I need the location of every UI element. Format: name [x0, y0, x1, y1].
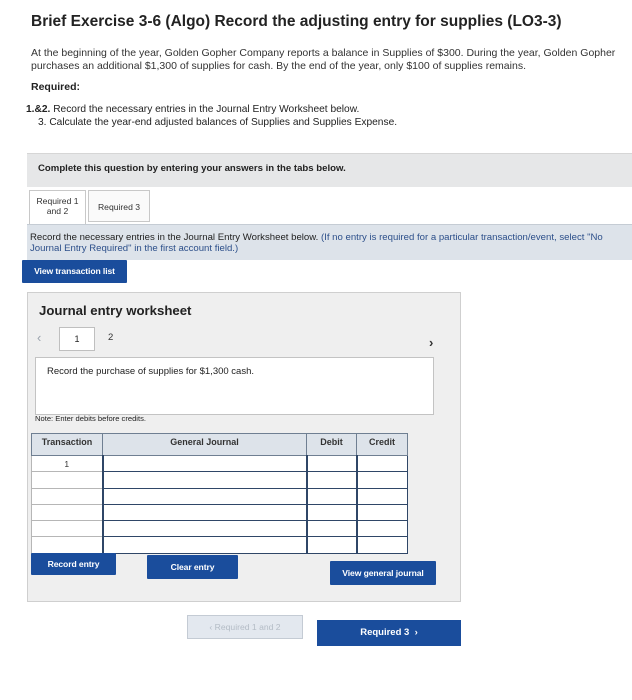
transaction-cell — [32, 521, 103, 537]
view-transaction-list-button[interactable]: View transaction list — [22, 260, 127, 283]
worksheet-page-2[interactable]: 2 — [108, 332, 114, 343]
debit-input[interactable] — [307, 521, 357, 537]
debit-input[interactable] — [307, 504, 357, 520]
tab-required-1-and-2[interactable] — [29, 190, 86, 224]
credit-input[interactable] — [357, 456, 408, 472]
credit-input[interactable] — [357, 504, 408, 520]
tab-required-3[interactable]: Required 3 — [88, 190, 150, 222]
tab-required-1-and-2-line1: Required 1 — [36, 196, 79, 206]
requirement-3: 3. Calculate the year-end adjusted balances of Supplies and Supplies Expense. — [38, 117, 398, 128]
transaction-cell — [32, 537, 103, 553]
column-credit: Credit — [357, 434, 408, 456]
column-general-journal: General Journal — [103, 434, 307, 456]
credit-input[interactable] — [357, 472, 408, 488]
next-required-button[interactable] — [317, 620, 461, 646]
journal-entry-table — [31, 433, 408, 554]
complete-question-text: Complete this question by entering your answers in the tabs below. — [38, 163, 346, 174]
page-title: Brief Exercise 3-6 (Algo) Record the adjusting entry for supplies (LO3-3) — [31, 13, 562, 30]
transaction-number: 1 — [32, 456, 103, 472]
view-general-journal-button[interactable]: View general journal — [330, 561, 436, 585]
worksheet-title: Journal entry worksheet — [39, 303, 192, 318]
credit-input[interactable] — [357, 488, 408, 504]
account-select[interactable] — [103, 456, 307, 472]
table-row — [32, 456, 408, 472]
table-row — [32, 488, 408, 504]
worksheet-page-1[interactable]: 1 — [59, 327, 95, 351]
account-select[interactable] — [103, 537, 307, 553]
account-select[interactable] — [103, 488, 307, 504]
transaction-description: Record the purchase of supplies for $1,300 cash. — [47, 366, 255, 377]
credit-input[interactable] — [357, 537, 408, 553]
debit-input[interactable] — [307, 537, 357, 553]
table-row — [32, 521, 408, 537]
column-transaction: Transaction — [32, 434, 103, 456]
debit-input[interactable] — [307, 488, 357, 504]
instructions-box — [27, 224, 632, 260]
complete-question-bar — [27, 153, 632, 187]
account-select[interactable] — [103, 521, 307, 537]
credit-input[interactable] — [357, 521, 408, 537]
instructions-main: Record the necessary entries in the Journal Entry Worksheet below. — [30, 232, 321, 243]
previous-required-button — [187, 615, 303, 639]
chevron-left-icon[interactable]: ‹ — [37, 330, 42, 345]
table-row — [32, 504, 408, 520]
chevron-right-icon: › — [411, 627, 418, 638]
clear-entry-button[interactable]: Clear entry — [147, 555, 238, 579]
debit-input[interactable] — [307, 456, 357, 472]
chevron-left-icon: ‹ — [209, 622, 213, 632]
next-required-label: Required 3 — [360, 627, 410, 638]
table-row — [32, 472, 408, 488]
chevron-right-icon[interactable]: › — [429, 335, 434, 350]
requirement-1-2 — [26, 104, 359, 115]
requirement-1-2-number: 1.&2. — [26, 104, 51, 115]
transaction-cell — [32, 488, 103, 504]
problem-intro: At the beginning of the year, Golden Gopher Company reports a balance in Supplies of $300. During the year, Golden Gopher purchases an additional $1,300 of supplies for cash. By the end of the year, only $100 of supplies remains. — [31, 47, 616, 72]
record-entry-button[interactable]: Record entry — [31, 553, 116, 575]
account-select[interactable] — [103, 472, 307, 488]
instructions-note: (If no entry is required for a particular transaction/event, select "No Journal Entry Required" in the first account field.) — [30, 232, 603, 254]
table-header-row — [32, 434, 408, 456]
transaction-description-box — [35, 357, 434, 415]
requirement-1-2-text: Record the necessary entries in the Journal Entry Worksheet below. — [50, 104, 360, 115]
tab-required-1-and-2-line2: and 2 — [46, 206, 69, 216]
debit-input[interactable] — [307, 472, 357, 488]
instructions-text — [30, 232, 630, 254]
account-select[interactable] — [103, 504, 307, 520]
column-debit: Debit — [307, 434, 357, 456]
required-label: Required: — [31, 81, 81, 93]
transaction-cell — [32, 504, 103, 520]
debits-note: Note: Enter debits before credits. — [35, 414, 147, 423]
table-row — [32, 537, 408, 553]
previous-required-label: Required 1 and 2 — [214, 622, 281, 632]
transaction-cell — [32, 472, 103, 488]
